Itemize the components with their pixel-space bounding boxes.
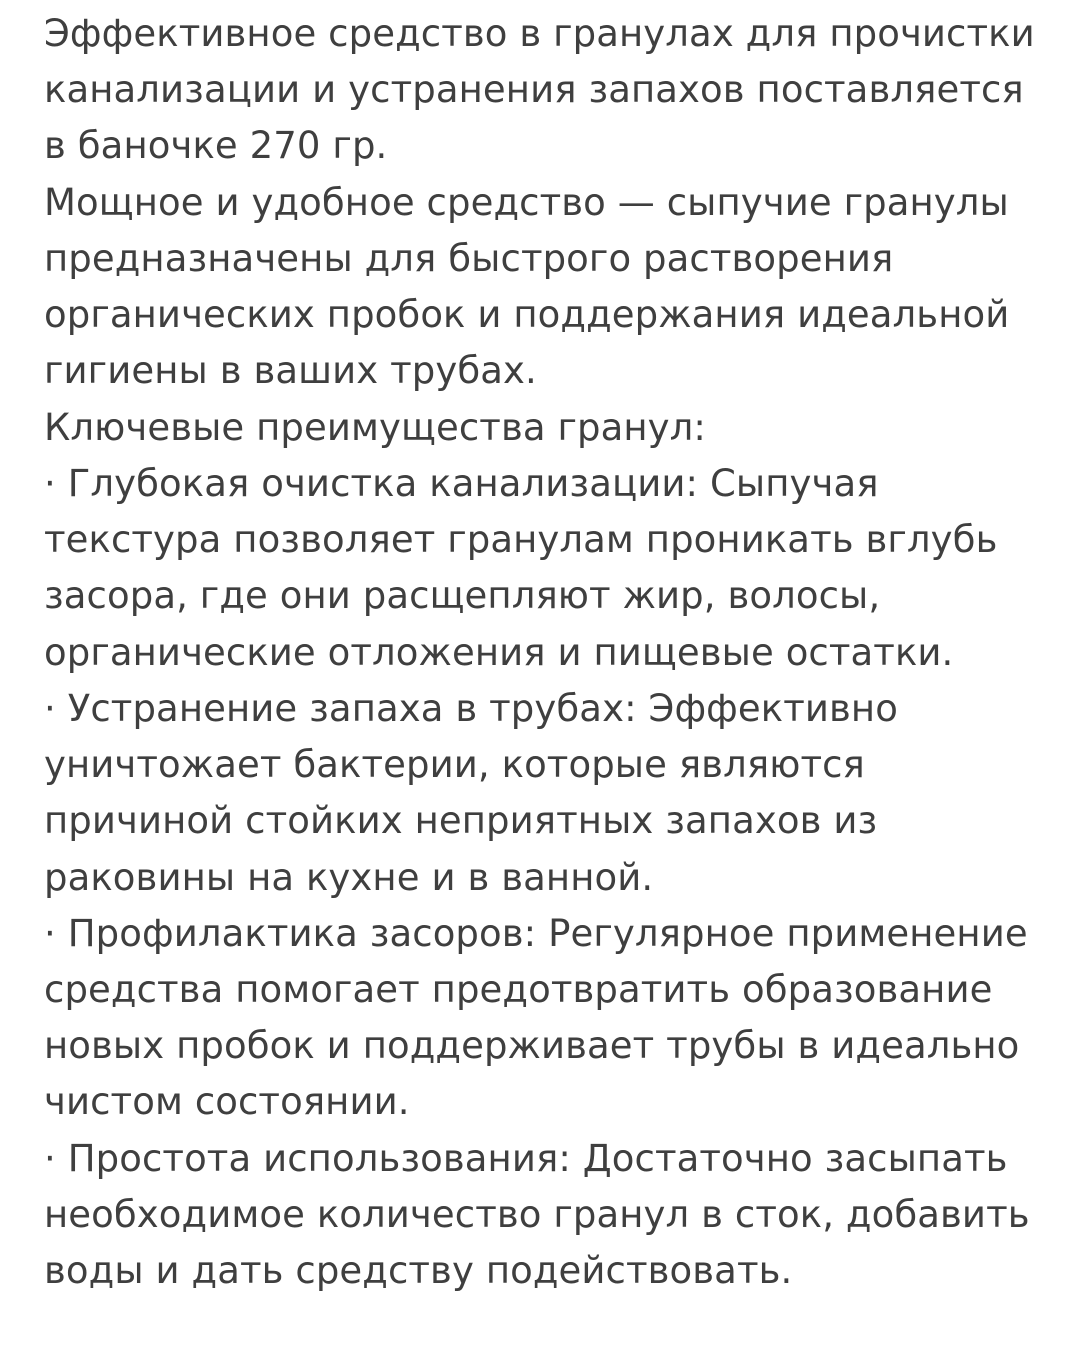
benefit-item-odor-removal: · Устранение запаха в трубах: Эффективно уничтожает бактерии, которые являются причиной стойких неприятных запахов из раковины на кухне и в ванной. bbox=[44, 686, 898, 899]
paragraph-intro-1: Эффективное средство в гранулах для прочистки канализации и устранения запахов поставляется в баночке 270 гр. bbox=[44, 12, 1035, 168]
description-body bbox=[44, 6, 1036, 1299]
benefit-item-clog-prevention: · Профилактика засоров: Регулярное применение средства помогает предотвратить образование новых пробок и поддерживает трубы в идеально чистом состоянии. bbox=[44, 911, 1028, 1124]
benefit-item-deep-cleaning: · Глубокая очистка канализации: Сыпучая текстура позволяет гранулам проникать вглубь засора, где они расщепляют жир, волосы, органические отложения и пищевые остатки. bbox=[44, 461, 998, 674]
benefits-heading: Ключевые преимущества гранул: bbox=[44, 405, 706, 449]
paragraph-intro-2: Мощное и удобное средство — сыпучие гранулы предназначены для быстрого растворения органических пробок и поддержания идеальной гигиены в ваших трубах. bbox=[44, 180, 1010, 393]
benefit-item-ease-of-use: · Простота использования: Достаточно засыпать необходимое количество гранул в сток, добавить воды и дать средству подействовать. bbox=[44, 1136, 1030, 1293]
